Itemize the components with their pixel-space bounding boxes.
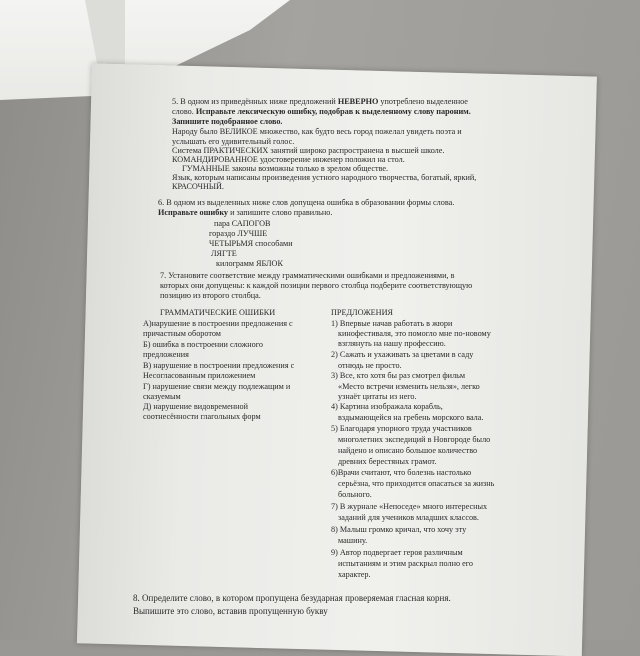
q8-instruction: Выпишите это слово, вставив пропущенную букву <box>133 606 328 616</box>
q6-word: пара САПОГОВ <box>214 219 271 228</box>
q7-sentence: найдено и описано большое количество <box>338 446 478 455</box>
q7-error-item: соотнесённости глагольных форм <box>143 412 261 421</box>
q7-error-item: предложения <box>143 350 189 359</box>
q7-sentence: 4) Картина изображала корабль, <box>331 402 443 411</box>
q7-sentence: 7) В журнале «Непоседе» много интересных <box>331 502 488 511</box>
q8-title: 8. Определите слово, в котором пропущена безударная проверяемая гласная корня. <box>133 593 451 603</box>
q5-sentence: Язык, которым написаны произведения устного народного творчества, богатый, яркий, <box>172 173 477 182</box>
q7-sentence: отнюдь не просто. <box>338 361 402 370</box>
q7-sentence: кинофестиваля, это помогло мне по-новому <box>338 329 491 338</box>
q6-title: 6. В одном из выделенных ниже слов допущена ошибка в образовании формы слова. <box>158 198 455 207</box>
q7-sentence: испытаниям и этим раскрыл полно его <box>338 559 474 568</box>
q5-sentence: Система ПРАКТИЧЕСКИХ занятий широко распространена в высшей школе. <box>172 146 445 155</box>
q5-instruction: слово. Исправьте лексическую ошибку, подобрав к выделенному слову пароним. <box>172 107 471 116</box>
q7-sentence: больного. <box>338 490 372 499</box>
q7-sentence: узнаёт цитаты из него. <box>338 392 417 401</box>
q7-error-item: В) нарушение в построении предложения с <box>143 361 295 370</box>
q7-sentence: характер. <box>338 570 371 579</box>
q5-sentence: Народу было ВЕЛИКОЕ множество, как будто весь город пожелал увидеть поэта и <box>172 127 462 136</box>
q6-word: ЛЯГТЕ <box>211 249 237 258</box>
q7-sentence: взглянуть на нашу профессию. <box>338 339 446 348</box>
q7-title: которых они допущены: к каждой позиции первого столбца подберите соответствующую <box>160 281 473 290</box>
q7-col1-header: ГРАММАТИЧЕСКИЕ ОШИБКИ <box>160 308 276 317</box>
q7-title: 7. Установите соответствие между грамматическими ошибками и предложениями, в <box>160 271 455 280</box>
q7-sentence: 1) Впервые начав работать в жюри <box>331 319 453 328</box>
q7-title: позицию из второго столбца. <box>160 291 261 300</box>
q7-sentence: древних берестяных грамот. <box>338 457 437 466</box>
q7-sentence: заданий для учеников младших классов. <box>338 513 479 522</box>
q7-sentence: 9) Автор подвергает героя различным <box>331 548 463 557</box>
q5-sentence: КРАСОЧНЫЙ. <box>172 182 224 191</box>
q6-word: ЧЕТЫРЬМЯ способами <box>209 239 293 248</box>
q7-col2-header: ПРЕДЛОЖЕНИЯ <box>331 308 393 317</box>
q7-error-item: Несогласованным приложением <box>143 371 256 380</box>
q7-sentence: 6)Врачи считают, что болезнь настолько <box>331 468 472 477</box>
q7-sentence: 2) Сажать и ухаживать за цветами в саду <box>331 350 474 359</box>
q7-sentence: 5) Благодаря упорного труда участников <box>331 424 472 433</box>
q5-sentence: ГУМАННЫЕ законы возможны только в зрелом обществе. <box>182 164 389 173</box>
q5-sentence: услышать его удивительный голос. <box>172 137 295 146</box>
q7-sentence: серьёзна, что приходится опасаться за жизнь <box>338 479 495 488</box>
q5-sentence: КОМАНДИРОВАННОЕ удостоверение инженер положил на стол. <box>172 155 405 164</box>
q7-sentence: вздымающейся на гребень морского вала. <box>338 413 484 422</box>
q7-error-item: Б) ошибка в построении сложного <box>143 340 263 349</box>
q7-error-item: А)нарушение в построении предложения с <box>143 319 293 328</box>
q7-sentence: 3) Все, кто хотя бы раз смотрел фильм <box>331 371 466 380</box>
q5-instruction-2: Запишите подобранное слово. <box>172 117 283 126</box>
q7-sentence: многолетних экспедиций в Новгороде было <box>338 435 491 444</box>
q7-sentence: «Место встречи изменить нельзя», легко <box>338 382 480 391</box>
q5-title: 5. В одном из приведённых ниже предложений НЕВЕРНО употреблено выделенное <box>172 97 468 106</box>
q6-instruction: Исправьте ошибку и запишите слово правильно. <box>158 208 333 217</box>
q7-sentence: 8) Малыш громко кричал, что хочу эту <box>331 525 467 534</box>
q7-error-item: сказуемым <box>143 392 181 401</box>
q6-word: килограмм ЯБЛОК <box>216 259 283 268</box>
q7-error-item: причастным оборотом <box>143 329 221 338</box>
q6-word: гораздо ЛУЧШЕ <box>209 229 268 238</box>
q7-error-item: Д) нарушение видовременной <box>143 402 248 411</box>
q7-sentence: машину. <box>338 536 368 545</box>
q7-error-item: Г) нарушение связи между подлежащим и <box>143 382 291 391</box>
